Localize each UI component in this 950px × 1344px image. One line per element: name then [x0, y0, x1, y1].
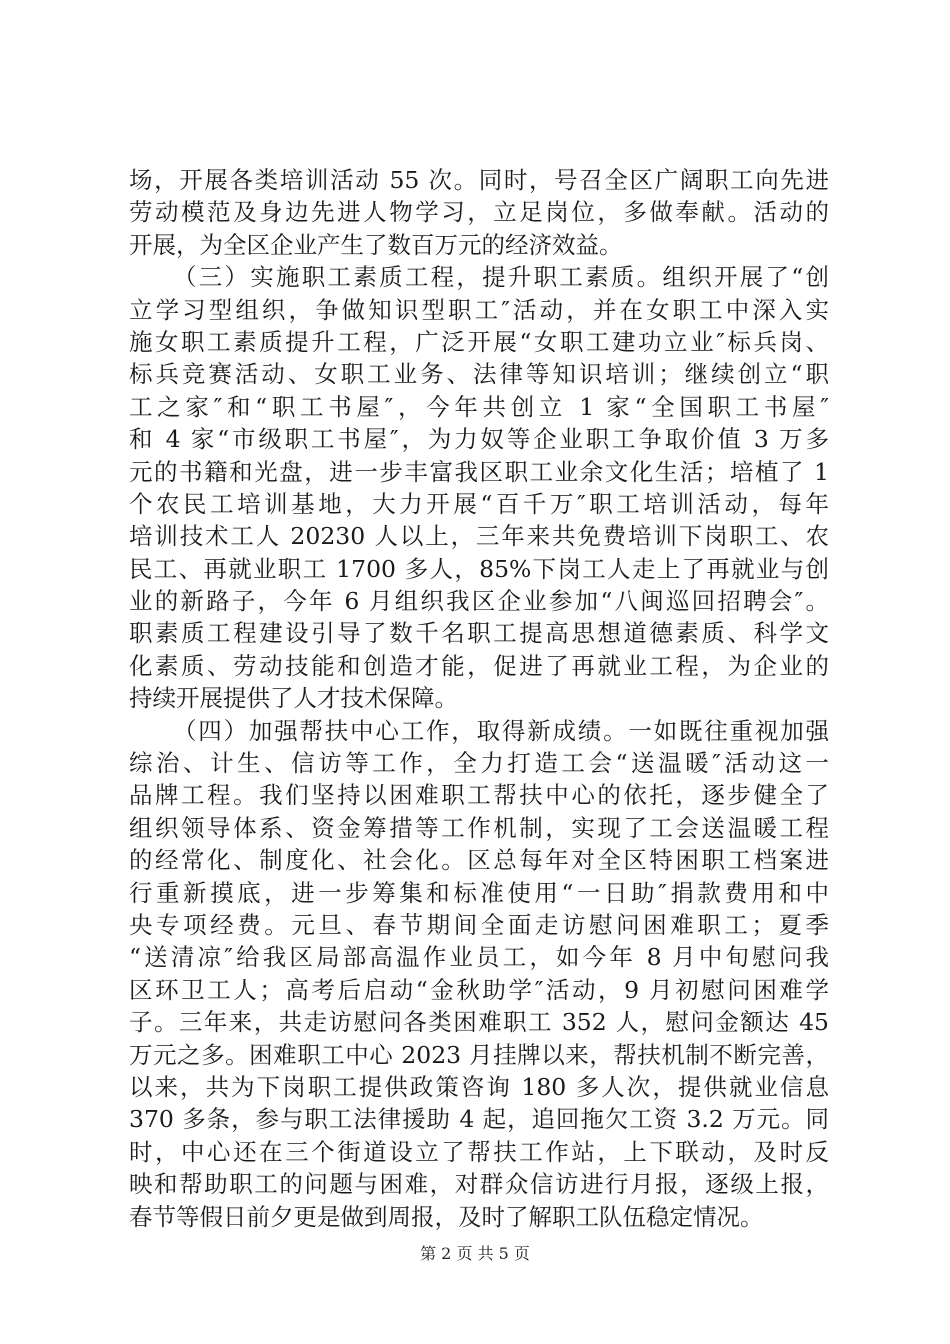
text-line: 春节等假日前夕更是做到周报，及时了解职工队伍稳定情况。	[129, 1202, 764, 1231]
text-line: 子。三年来，共走访慰问各类困难职工 352 人，慰问金额达 45	[129, 1008, 829, 1037]
text-line: 立学习型组织，争做知识型职工″活动，并在女职工中深入实	[129, 295, 829, 324]
text-line: 央专项经费。元旦、春节期间全面走访慰问困难职工；夏季	[129, 910, 829, 939]
text-line: 劳动模范及身边先进人物学习，立足岗位，多做奉献。活动的	[129, 198, 829, 227]
text-line: 以来，共为下岗职工提供政策咨询 180 多人次，提供就业信息	[129, 1072, 829, 1101]
paragraph-start-line: （三）实施职工素质工程，提升职工素质。组织开展了“创	[173, 263, 829, 292]
text-line: 工之家″和“职工书屋″，今年共创立 1 家“全国职工书屋″	[129, 392, 829, 421]
page-number-footer: 第 2 页 共 5 页	[420, 1244, 530, 1263]
text-line: 民工、再就业职工 1700 多人，85%下岗工人走上了再就业与创	[129, 554, 829, 583]
text-line: 的经常化、制度化、社会化。区总每年对全区特困职工档案进	[129, 846, 829, 875]
text-line: 时，中心还在三个街道设立了帮扶工作站，上下联动，及时反	[129, 1137, 829, 1166]
text-line: 业的新路子，今年 6 月组织我区企业参加“八闽巡回招聘会″。	[129, 587, 829, 616]
body-text	[129, 164, 829, 1233]
text-line: 综治、计生、信访等工作，全力打造工会“送温暖″活动这一	[129, 749, 829, 778]
text-line: 区环卫工人；高考后启动“金秋助学″活动，9 月初慰问困难学	[129, 975, 829, 1004]
text-line: 和 4 家“市级职工书屋″，为力奴等企业职工争取价值 3 万多	[129, 425, 829, 454]
text-line: 组织领导体系、资金筹措等工作机制，实现了工会送温暖工程	[129, 813, 829, 842]
text-line: “送清凉″给我区局部高温作业员工，如今年 8 月中旬慰问我	[129, 943, 829, 972]
text-line: 化素质、劳动技能和创造才能，促进了再就业工程，为企业的	[129, 651, 829, 680]
text-line: 职素质工程建设引导了数千名职工提高思想道德素质、科学文	[129, 619, 829, 648]
text-line: 行重新摸底，进一步筹集和标准使用“一日助″捐款费用和中	[129, 878, 829, 907]
text-line: 370 多条，参与职工法律援助 4 起，追回拖欠工资 3.2 万元。同	[129, 1105, 829, 1134]
text-line: 品牌工程。我们坚持以困难职工帮扶中心的依托，逐步健全了	[129, 781, 829, 810]
paragraph-start-line: （四）加强帮扶中心工作，取得新成绩。一如既往重视加强	[173, 716, 829, 745]
text-line: 元的书籍和光盘，进一步丰富我区职工业余文化生活；培植了 1	[129, 457, 829, 486]
text-line: 场，开展各类培训活动 55 次。同时，号召全区广阔职工向先进	[129, 166, 829, 194]
text-line: 培训技术工人 20230 人以上，三年来共免费培训下岗职工、农	[129, 522, 829, 551]
text-line: 个农民工培训基地，大力开展“百千万″职工培训活动，每年	[129, 489, 829, 518]
text-line: 持续开展提供了人才技术保障。	[129, 684, 458, 713]
text-line: 标兵竞赛活动、女职工业务、法律等知识培训；继续创立“职	[129, 360, 829, 389]
text-line: 开展，为全区企业产生了数百万元的经济效益。	[129, 230, 623, 259]
text-line: 万元之多。困难职工中心 2023 月挂牌以来，帮扶机制不断完善，	[129, 1040, 829, 1069]
text-line: 映和帮助职工的问题与困难，对群众信访进行月报，逐级上报，	[129, 1170, 829, 1199]
text-line: 施女职工素质提升工程，广泛开展“女职工建功立业″标兵岗、	[129, 327, 829, 356]
